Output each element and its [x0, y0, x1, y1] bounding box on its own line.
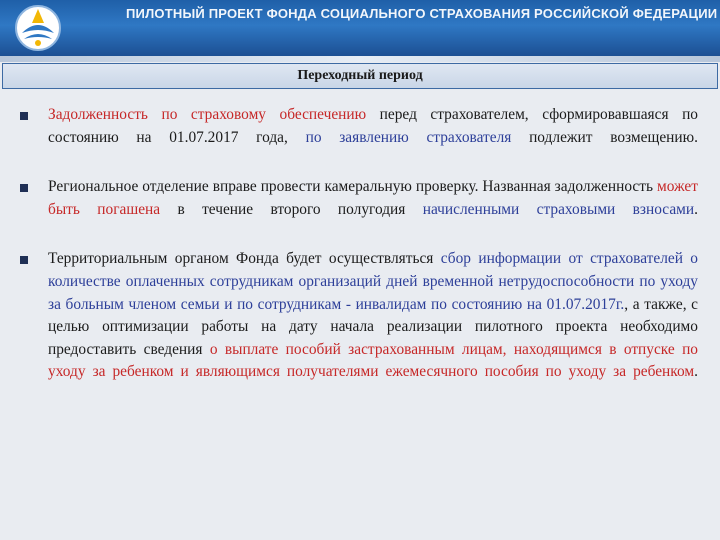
body-text: . [694, 363, 698, 381]
slide-content [14, 104, 698, 384]
square-bullet-icon [20, 112, 28, 120]
body-text: в течение второго полугодия [160, 200, 423, 218]
header-title: ПИЛОТНЫЙ ПРОЕКТ ФОНДА СОЦИАЛЬНОГО СТРАХОВАНИЯ РОССИЙСКОЙ ФЕДЕРАЦИИ [126, 6, 718, 21]
body-text: , а также, с целью оптимизации работы на дату начала реализации пилотного проекта необходимо предоставить сведения [48, 295, 698, 358]
highlight-text: может быть погашена [48, 178, 698, 218]
header-banner [0, 0, 720, 56]
highlight-text: сбор информации от страхователей о количестве оплаченных сотрудникам организаций дней временной нетрудоспособности по уходу за больным членом семьи и по сотрудникам - инвалидам по состоянию на 01.07.2017г. [48, 250, 699, 313]
bullet-item-3 [14, 248, 698, 384]
body-text: перед страхователем, сформировавшаяся по состоянию на 01.07.2017 года, [48, 106, 699, 146]
bullet-item-2 [14, 176, 698, 221]
bullet-item-1 [14, 104, 698, 149]
body-text: подлежит возмещению. [511, 128, 698, 146]
highlight-text: по заявлению страхователя [305, 128, 512, 146]
body-text: . [694, 200, 698, 218]
highlight-text: Задолженность по страховому обеспечению [48, 106, 367, 123]
highlight-text: о выплате пособий застрахованным лицам, находящимся в отпуске по уходу за ребенком и являющимся получателями ежемесячного пособия по уходу за ребенком [48, 340, 698, 381]
body-text: Региональное отделение вправе провести камеральную проверку. Названная задолженность [48, 178, 657, 196]
slide-title: Переходный период [297, 68, 423, 83]
body-text: Территориальным органом Фонда будет осуществляться [48, 250, 441, 268]
divider-stripe [0, 56, 720, 62]
square-bullet-icon [20, 256, 28, 264]
highlight-text: начисленными страховыми взносами [422, 200, 695, 218]
slide-title-bar [2, 63, 718, 89]
square-bullet-icon [20, 184, 28, 192]
fss-logo-icon [8, 3, 72, 53]
